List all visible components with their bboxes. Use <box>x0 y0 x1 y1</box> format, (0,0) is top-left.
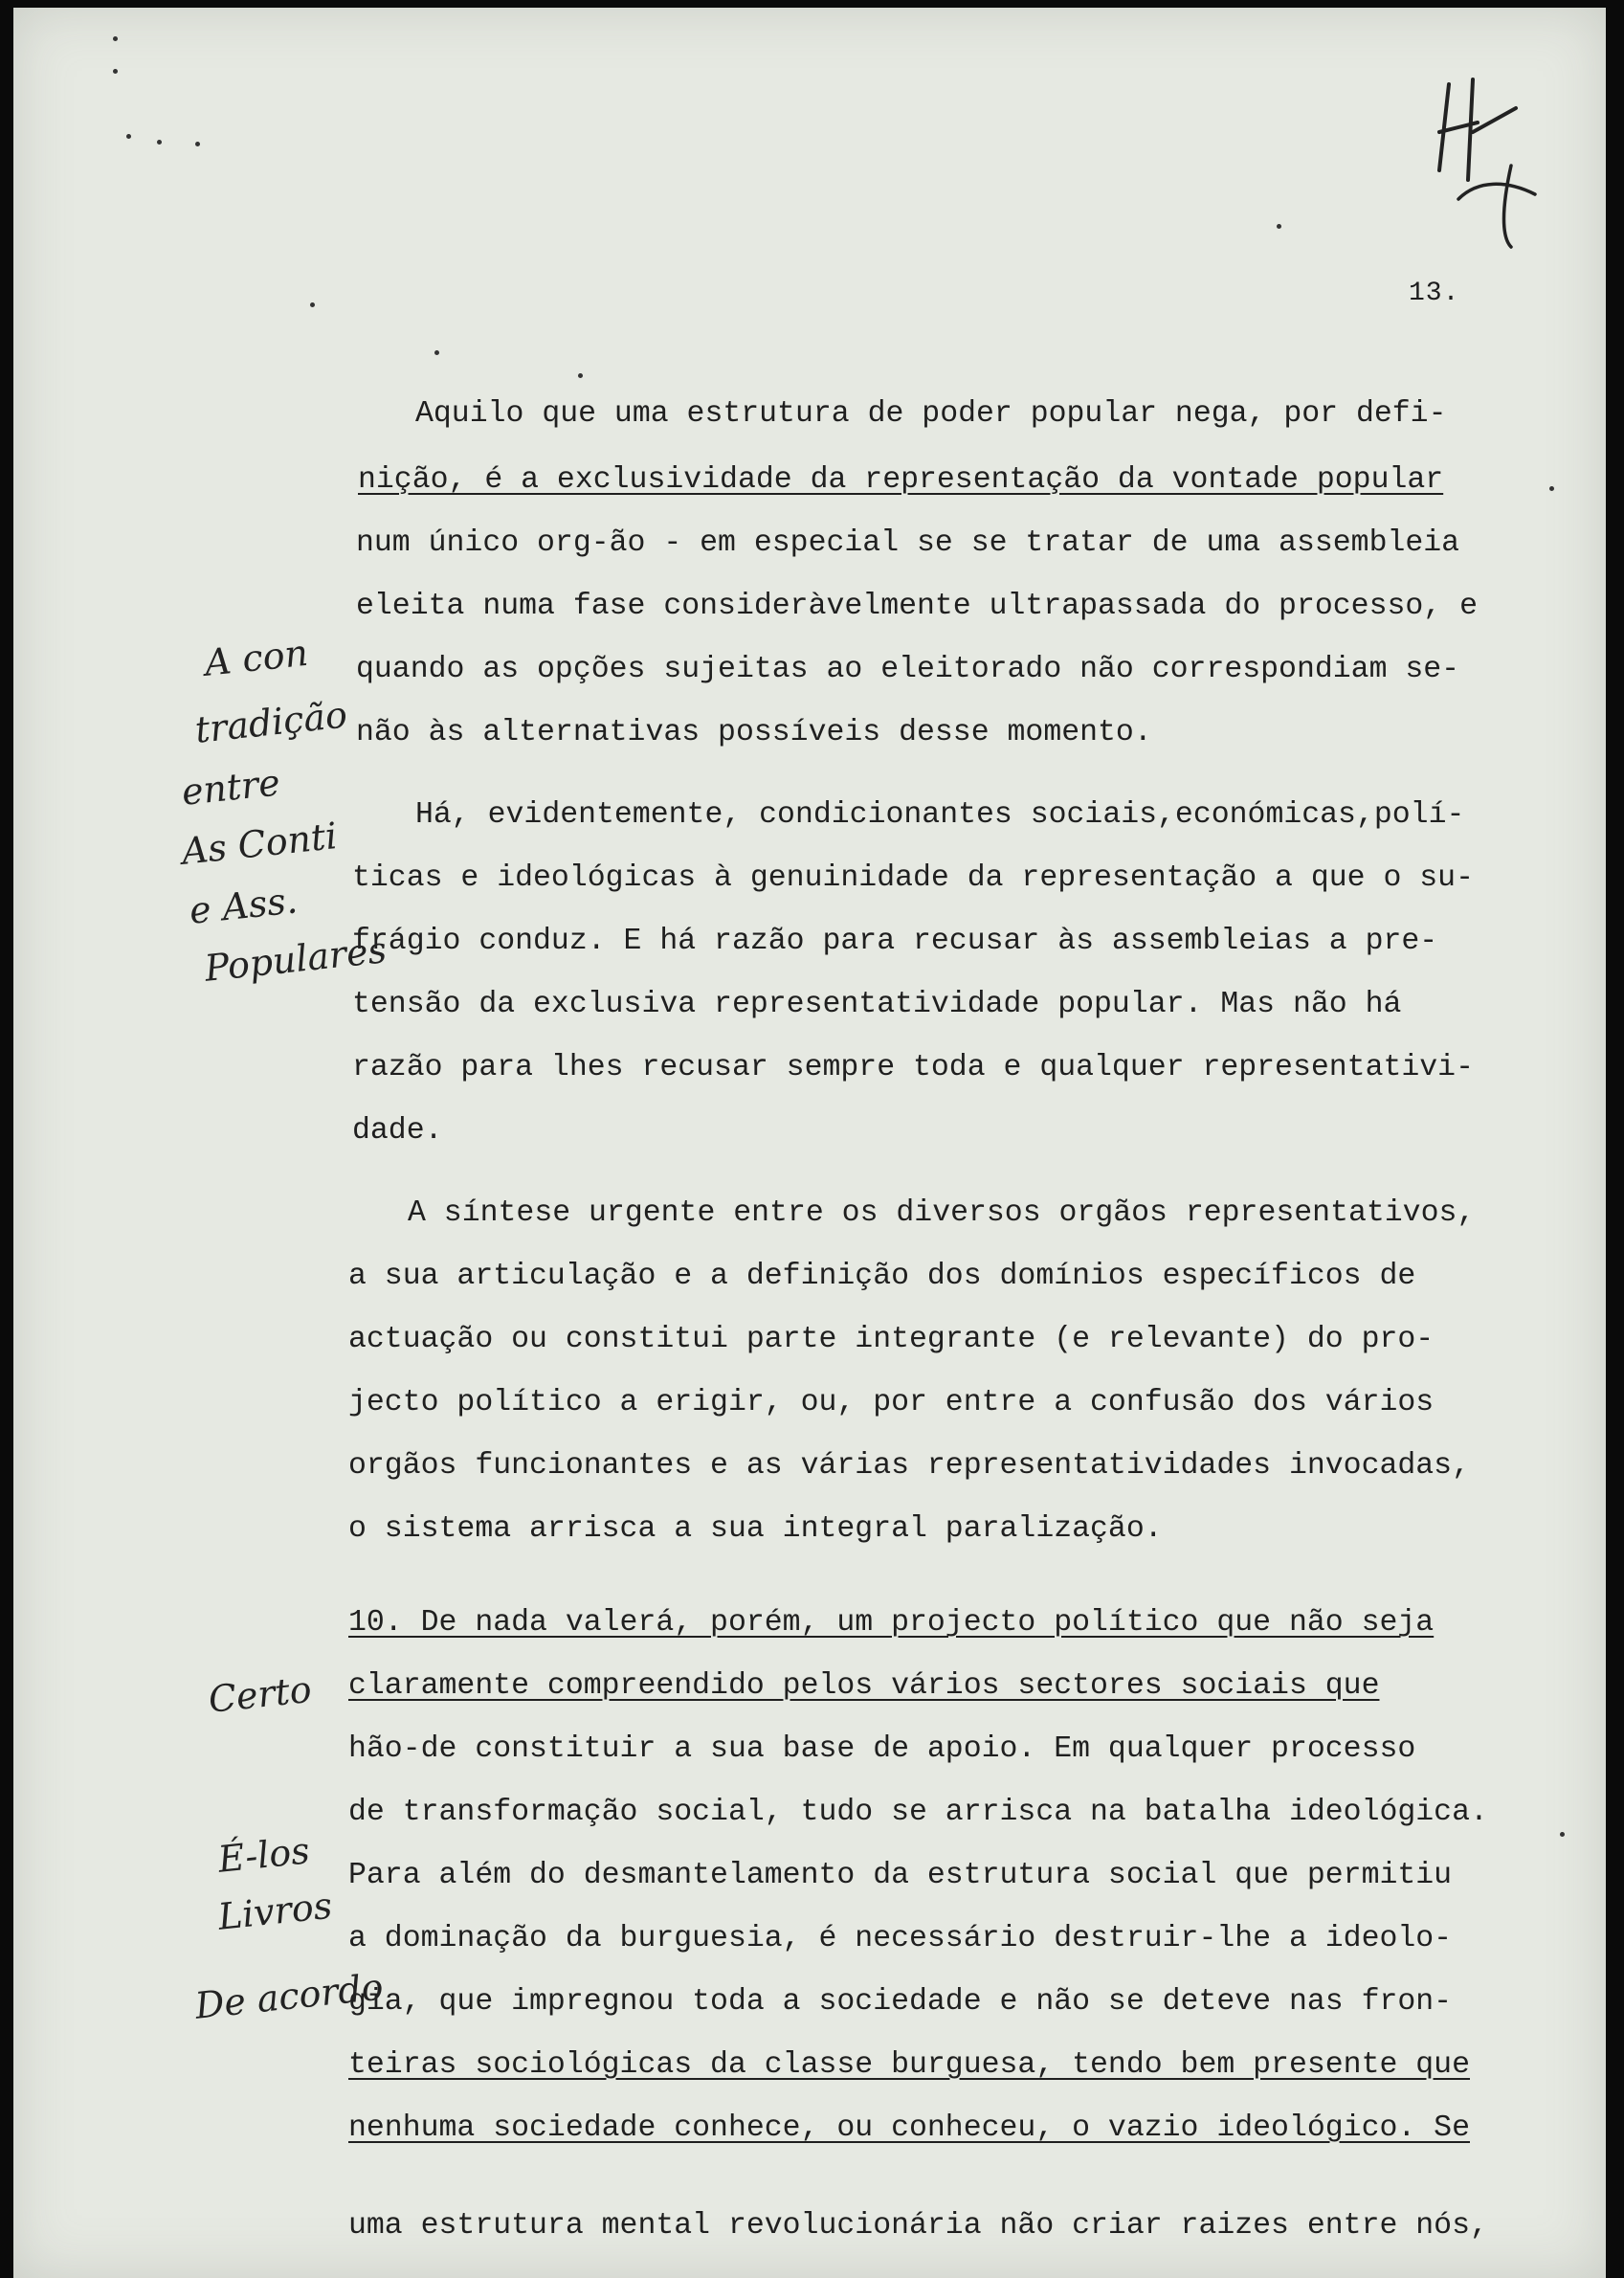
text-line: Para além do desmantelamento da estrutura social que permitiu <box>348 1859 1453 1892</box>
text-line: jecto político a erigir, ou, por entre a confusão dos vários <box>348 1386 1435 1419</box>
text-line: dade. <box>352 1114 443 1148</box>
scan-speck <box>310 302 315 307</box>
handwritten-note: tradição <box>192 693 349 751</box>
handwritten-note: e Ass. <box>187 879 300 932</box>
text-line: nição, é a exclusividade da representação da vontade popular <box>358 463 1444 497</box>
signature-initials <box>1420 75 1583 257</box>
scan-speck <box>578 373 583 378</box>
scan-speck <box>195 142 200 146</box>
scan-speck <box>434 350 439 355</box>
text-line: de transformação social, tudo se arrisca na batalha ideológica. <box>348 1796 1488 1829</box>
page-number: 13. <box>1409 279 1460 308</box>
scan-speck <box>1560 1832 1565 1837</box>
text-line: hão-de constituir a sua base de apoio. Em qualquer processo <box>348 1732 1416 1766</box>
text-line: eleita numa fase consideràvelmente ultrapassada do processo, e <box>356 590 1478 623</box>
text-line: claramente compreendido pelos vários sectores sociais que <box>348 1669 1380 1703</box>
text-line: ticas e ideológicas à genuinidade da representação a que o su- <box>352 861 1474 895</box>
handwritten-note: Populares <box>202 928 389 990</box>
document-page <box>13 8 1606 2278</box>
handwritten-note: Livros <box>215 1884 335 1938</box>
handwritten-note: Certo <box>206 1667 314 1721</box>
scan-speck <box>1549 486 1554 491</box>
text-line: tensão da exclusiva representatividade popular. Mas não há <box>352 988 1402 1021</box>
scan-speck <box>113 69 118 74</box>
text-line: Aquilo que uma estrutura de poder popular nega, por defi- <box>415 397 1447 431</box>
text-line: 10. De nada valerá, porém, um projecto político que não seja <box>348 1606 1435 1640</box>
text-line: actuação ou constitui parte integrante (e relevante) do pro- <box>348 1323 1435 1356</box>
text-line: orgãos funcionantes e as várias representatividades invocadas, <box>348 1449 1470 1483</box>
text-line: razão para lhes recusar sempre toda e qualquer representativi- <box>352 1051 1474 1084</box>
scan-speck <box>1277 224 1281 229</box>
text-line: não às alternativas possíveis desse momento. <box>356 716 1152 749</box>
handwritten-note: É-los <box>215 1829 312 1881</box>
handwritten-note: De acordo <box>192 1965 386 2027</box>
handwritten-note: A con <box>202 631 310 684</box>
handwritten-note: As Conti <box>179 815 340 873</box>
text-line: quando as opções sujeitas ao eleitorado não correspondiam se- <box>356 653 1460 686</box>
text-line: a sua articulação e a definição dos domínios específicos de <box>348 1260 1416 1293</box>
text-line: teiras sociológicas da classe burguesa, tendo bem presente que <box>348 2048 1470 2082</box>
text-line: Há, evidentemente, condicionantes sociais,económicas,polí- <box>415 798 1465 832</box>
text-line: o sistema arrisca a sua integral paralização. <box>348 1512 1163 1546</box>
text-line: a dominação da burguesia, é necessário destruir-lhe a ideolo- <box>348 1922 1453 1955</box>
text-line: nenhuma sociedade conhece, ou conheceu, o vazio ideológico. Se <box>348 2111 1470 2145</box>
scan-speck <box>113 36 118 41</box>
scan-speck <box>126 134 131 139</box>
text-line: A síntese urgente entre os diversos orgãos representativos, <box>408 1196 1476 1230</box>
text-line: uma estrutura mental revolucionária não criar raizes entre nós, <box>348 2209 1488 2243</box>
text-line: num único org-ão - em especial se se tratar de uma assembleia <box>356 526 1460 560</box>
text-line: frágio conduz. E há razão para recusar às assembleias a pre- <box>352 925 1438 958</box>
scan-speck <box>157 140 162 145</box>
text-line: gia, que impregnou toda a sociedade e não se deteve nas fron- <box>348 1985 1453 2019</box>
handwritten-note: entre <box>179 761 282 814</box>
